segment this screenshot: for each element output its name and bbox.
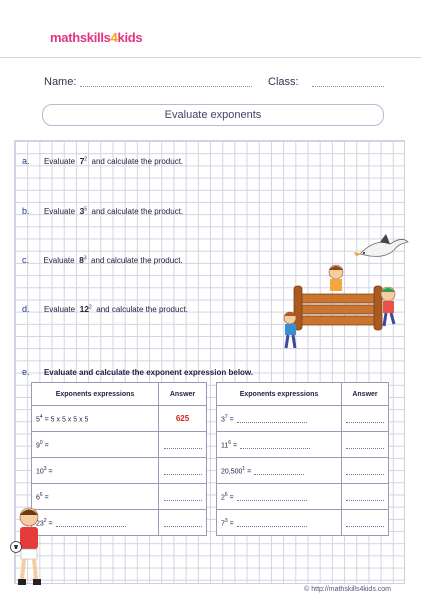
column-header-answer: Answer <box>159 383 207 406</box>
question-a: a. Evaluate $7^2$ and calculate the product. <box>22 156 184 166</box>
table-row <box>217 510 389 536</box>
header-divider <box>0 57 421 58</box>
answer-field[interactable] <box>342 406 389 432</box>
column-header-expression: Exponents expressions <box>32 383 159 406</box>
column-header-answer: Answer <box>342 383 389 406</box>
logo: mathskills4kids <box>50 30 143 45</box>
left-exponent-table <box>31 382 207 536</box>
expression-cell: $6^6$ = <box>32 484 159 510</box>
expression-cell: $9^0$ = <box>32 432 159 458</box>
kids-fence-illustration <box>280 262 405 352</box>
answer-field[interactable] <box>342 484 389 510</box>
table-row <box>32 432 207 458</box>
expression-cell: $5^4 = 5$ x 5 x 5 x 5 <box>32 406 159 432</box>
expression-cell: $7^3$ = <box>217 510 342 536</box>
soccer-kid-illustration <box>8 505 50 593</box>
table-row <box>217 406 389 432</box>
question-c: c. Evaluate $8^3$ and calculate the product. <box>22 255 183 265</box>
question-b: b. Evaluate $3^5$ and calculate the product. <box>22 206 184 216</box>
table-row <box>32 458 207 484</box>
answer-field[interactable] <box>342 432 389 458</box>
table-row <box>32 406 207 432</box>
table-header-row <box>217 383 389 406</box>
answer-field[interactable] <box>159 458 207 484</box>
right-exponent-table <box>216 382 389 536</box>
table-row <box>32 510 207 536</box>
question-d: d. Evaluate $12^2$ and calculate the product. <box>22 304 188 314</box>
expression-cell: $20,500^1$ = <box>217 458 342 484</box>
answer-field[interactable] <box>159 510 207 536</box>
expression-cell: $2^6$ = <box>217 484 342 510</box>
expression-cell: $23^2$ = <box>32 510 159 536</box>
question-e: e. Evaluate and calculate the exponent expression below. <box>22 367 254 377</box>
answer-field[interactable] <box>342 458 389 484</box>
footer-url: © http://mathskills4kids.com <box>304 586 391 593</box>
name-field[interactable] <box>80 86 252 87</box>
table-header-row <box>32 383 207 406</box>
expression-cell: $10^3$ = <box>32 458 159 484</box>
answer-field[interactable] <box>342 510 389 536</box>
table-row <box>32 484 207 510</box>
answer-field[interactable] <box>159 432 207 458</box>
table-row <box>217 458 389 484</box>
answer-field[interactable] <box>159 484 207 510</box>
class-field[interactable] <box>312 86 384 87</box>
answer-cell: 625 <box>159 406 207 432</box>
expression-cell: $3^7$ = <box>217 406 342 432</box>
name-label: Name: <box>44 76 77 88</box>
column-header-expression: Exponents expressions <box>217 383 342 406</box>
class-label: Class: <box>268 76 299 88</box>
table-row <box>217 432 389 458</box>
expression-cell: $11^6$ = <box>217 432 342 458</box>
worksheet-title: Evaluate exponents <box>42 104 384 126</box>
table-row <box>217 484 389 510</box>
